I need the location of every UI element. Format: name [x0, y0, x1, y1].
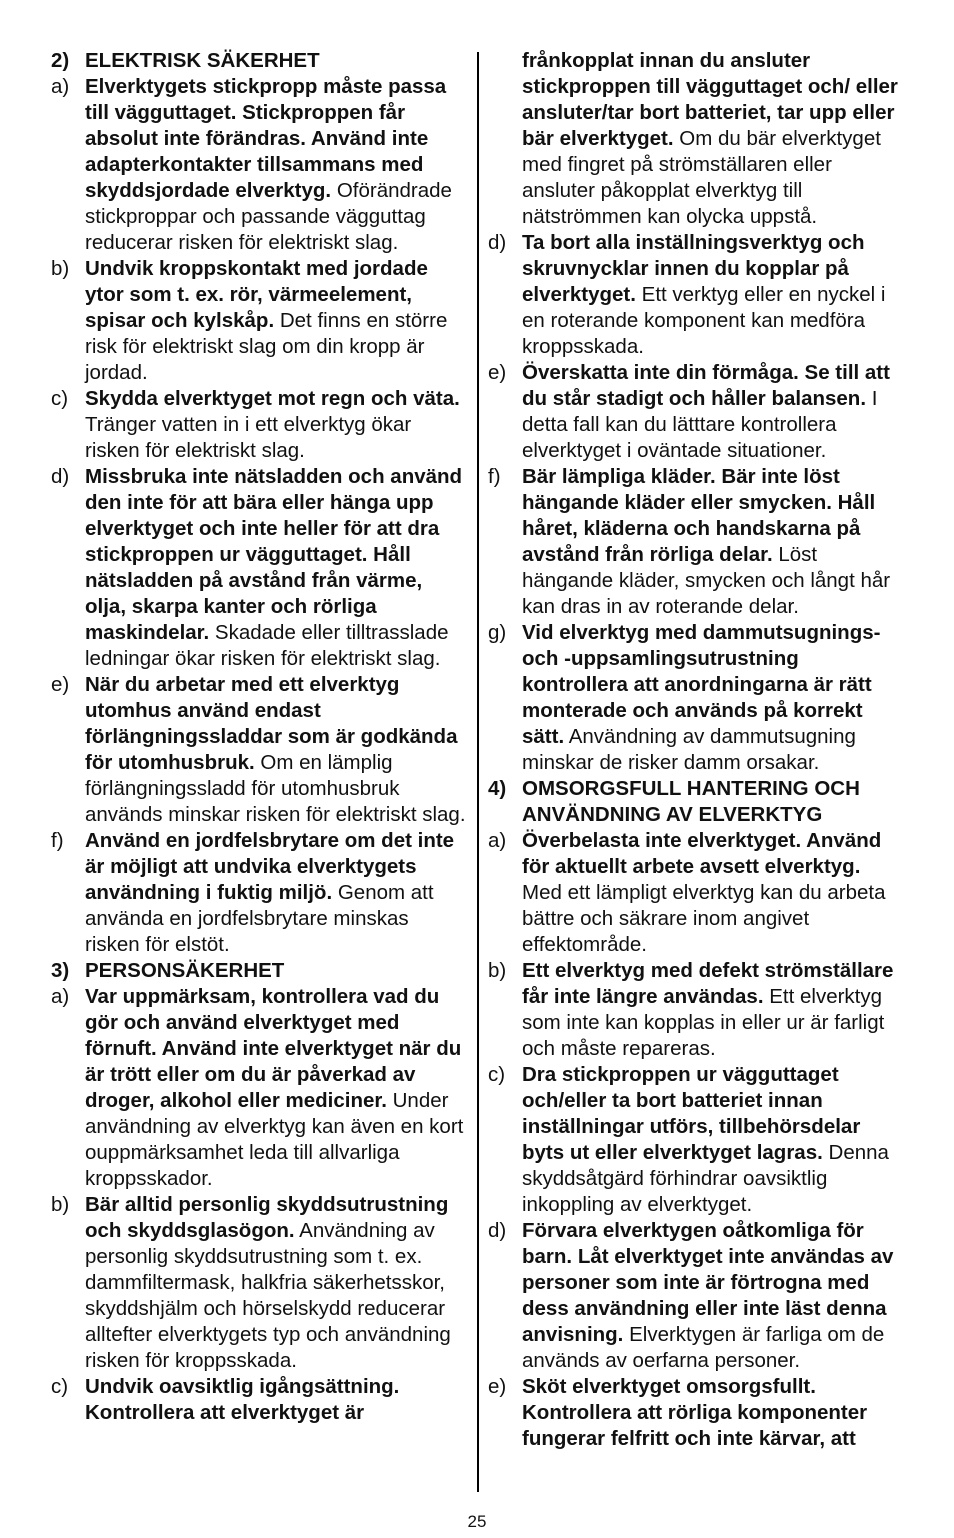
item-bold-text: frånkopplat innan du ansluter stickproppen till vägguttaget och/ eller ansluter/tar bort batteriet, tar upp eller bär elverktyget.	[522, 49, 898, 150]
item-normal-text: Elverktygen är farliga om de används av oerfarna personer.	[522, 1323, 885, 1372]
item-text	[522, 360, 902, 464]
item-marker: b)	[488, 959, 507, 982]
left-column	[51, 48, 467, 1426]
item-text	[522, 1062, 902, 1218]
item-marker: c)	[488, 1063, 506, 1086]
item-bold-text: PERSONSÄKERHET	[85, 959, 285, 982]
section-heading	[51, 958, 467, 984]
item-marker: e)	[488, 361, 507, 384]
item-text	[522, 464, 902, 620]
item-bold-text: Överbelasta inte elverktyget. Använd för aktuellt arbete avsett elverktyg.	[522, 829, 882, 878]
safety-item	[488, 1062, 902, 1218]
item-normal-text: Denna skyddsåtgärd förhindrar oavsiktlig inkoppling av elverktyget.	[522, 1141, 889, 1216]
item-bold-text: Dra stickproppen ur vägguttaget och/eller ta bort batteriet innan inställningar utförs, tillbehörsdelar byts ut eller elverktyget lagras.	[522, 1063, 861, 1164]
item-normal-text: Under användning av elverktyg kan även en kort ouppmärksamhet leda till allvarliga kroppsskador.	[85, 1089, 464, 1190]
item-marker: 3)	[51, 959, 70, 982]
safety-item	[488, 1374, 902, 1452]
item-text	[85, 48, 467, 74]
section-heading	[51, 48, 467, 74]
item-bold-text: Skydda elverktyget mot regn och väta.	[85, 387, 460, 410]
item-bold-text: Använd en jordfelsbrytare om det inte är möjligt att undvika elverktygets användning i fuktig miljö.	[85, 829, 455, 904]
item-marker: d)	[488, 231, 507, 254]
item-text	[522, 958, 902, 1062]
item-text	[522, 620, 902, 776]
item-bold-text: Bär lämpliga kläder. Bär inte löst hängande kläder eller smycken. Håll håret, kläderna och handskarna på avstånd från rörliga delar.	[522, 465, 876, 566]
item-marker: f)	[488, 465, 501, 488]
item-normal-text: Genom att använda en jordfelsbrytare minskas risken för elstöt.	[85, 881, 434, 956]
column-divider	[477, 52, 479, 1492]
item-text	[522, 828, 902, 958]
safety-item	[488, 620, 902, 776]
item-marker: c)	[51, 1375, 69, 1398]
item-marker: a)	[488, 829, 507, 852]
item-bold-text: Ett elverktyg med defekt strömställare får inte längre användas.	[522, 959, 894, 1008]
item-text	[522, 776, 902, 828]
item-marker: e)	[51, 673, 70, 696]
item-normal-text: Om en lämplig förlängningssladd för utomhusbruk används minskar risken för elektriskt slag.	[85, 751, 466, 826]
item-bold-text: Missbruka inte nätsladden och använd den inte för att bära eller hänga upp elverktyget och inte heller för att dra stickproppen ur vägguttaget. Håll nätsladden på avstånd från värme, olja, skarpa kanter och rörliga maskindelar.	[85, 465, 463, 644]
item-text	[85, 74, 467, 256]
item-marker: a)	[51, 985, 70, 1008]
safety-item	[488, 230, 902, 360]
safety-item	[51, 74, 467, 256]
right-column	[488, 48, 902, 1452]
item-text	[522, 230, 902, 360]
safety-item	[488, 464, 902, 620]
item-bold-text: Undvik oavsiktlig igångsättning. Kontrollera att elverktyget är	[85, 1375, 400, 1424]
item-marker: 2)	[51, 49, 70, 72]
item-marker: a)	[51, 75, 70, 98]
item-normal-text: Löst hängande kläder, smycken och långt hår kan dras in av roterande delar.	[522, 543, 891, 618]
item-bold-text: Sköt elverktyget omsorgsfullt. Kontrollera att rörliga komponenter fungerar felfritt och inte kärvar, att	[522, 1375, 868, 1450]
safety-item	[488, 828, 902, 958]
safety-item	[488, 360, 902, 464]
safety-item	[488, 958, 902, 1062]
item-text	[85, 256, 467, 386]
item-text	[85, 958, 467, 984]
item-bold-text: OMSORGSFULL HANTERING OCH ANVÄNDNING AV ELVERKTYG	[522, 777, 860, 826]
item-marker: c)	[51, 387, 69, 410]
item-text	[85, 1192, 467, 1374]
item-normal-text: I detta fall kan du lätttare kontrollera elverktyget i oväntade situationer.	[522, 387, 878, 462]
item-bold-text: Elverktygets stickpropp måste passa till vägguttaget. Stickproppen får absolut inte förändras. Använd inte adapterkontakter tillsammans med skyddsjordade elverktyg.	[85, 75, 447, 202]
section-heading	[488, 776, 902, 828]
item-marker	[488, 48, 522, 230]
item-normal-text: Om du bär elverktyget med fingret på strömställaren eller ansluter påkopplat elverktyg till nätströmmen kan olycka uppstå.	[522, 127, 881, 228]
item-marker: g)	[488, 621, 507, 644]
item-marker: d)	[51, 465, 70, 488]
item-normal-text: Användning av dammutsugning minskar de risker damm orsakar.	[522, 725, 856, 774]
item-bold-text: När du arbetar med ett elverktyg utomhus använd endast förlängningssladdar som är godkända för utomhusbruk.	[85, 673, 458, 774]
safety-item	[51, 464, 467, 672]
item-text	[522, 48, 902, 230]
item-text	[85, 984, 467, 1192]
item-marker: b)	[51, 257, 70, 280]
item-normal-text: Oförändrade stickproppar och passande vägguttag reducerar risken för elektriskt slag.	[85, 179, 452, 254]
item-text	[522, 1374, 902, 1452]
item-normal-text: Ett elverktyg som inte kan kopplas in eller ur är farligt och måste repareras.	[522, 985, 885, 1060]
item-normal-text: Med ett lämpligt elverktyg kan du arbeta bättre och säkrare inom angivet effektområde.	[522, 881, 886, 956]
item-text	[522, 1218, 902, 1374]
safety-item	[51, 1192, 467, 1374]
item-bold-text: Ta bort alla inställningsverktyg och skruvnycklar innen du kopplar på elverktyget.	[522, 231, 865, 306]
safety-item	[488, 1218, 902, 1374]
item-marker: f)	[51, 829, 64, 852]
safety-item	[51, 1374, 467, 1426]
item-text	[85, 464, 467, 672]
item-normal-text: Det finns en större risk för elektriskt slag om din kropp är jordad.	[85, 309, 448, 384]
item-text	[85, 386, 467, 464]
item-bold-text: Vid elverktyg med dammutsugnings- och -uppsamlingsutrustning kontrollera att anordningarna är rätt monterade och används på korrekt sätt.	[522, 621, 881, 748]
item-bold-text: Var uppmärksam, kontrollera vad du gör och använd elverktyget med förnuft. Använd inte elverktyget när du är trött eller om du är påverkad av droger, alkohol eller mediciner.	[85, 985, 462, 1112]
item-bold-text: Undvik kroppskontakt med jordade ytor som t. ex. rör, värmeelement, spisar och kylskåp.	[85, 257, 428, 332]
safety-item	[51, 672, 467, 828]
safety-item	[488, 48, 902, 230]
item-bold-text: Förvara elverktygen oåtkomliga för barn. Låt elverktyget inte användas av personer som inte är förtrogna med dess användning eller inte läst denna anvisning.	[522, 1219, 894, 1346]
item-bold-text: Bär alltid personlig skyddsutrustning och skyddsglasögon.	[85, 1193, 449, 1242]
safety-item	[51, 386, 467, 464]
item-text	[85, 672, 467, 828]
safety-item	[51, 256, 467, 386]
safety-item	[51, 828, 467, 958]
item-bold-text: ELEKTRISK SÄKERHET	[85, 49, 320, 72]
safety-item	[51, 984, 467, 1192]
item-marker: e)	[488, 1375, 507, 1398]
item-normal-text: Ett verktyg eller en nyckel i en roterande komponent kan medföra kroppsskada.	[522, 283, 886, 358]
item-normal-text: Tränger vatten in i ett elverktyg ökar risken för elektriskt slag.	[85, 413, 412, 462]
item-normal-text: Skadade eller tilltrasslade ledningar ökar risken för elektriskt slag.	[85, 621, 449, 670]
item-text	[85, 828, 467, 958]
item-normal-text: Användning av personlig skyddsutrustning som t. ex. dammfiltermask, halkfria säkerhetsskor, skyddshjälm och hörselskydd reducerar alltefter elverktygets typ och användning risken för kroppsskada.	[85, 1219, 451, 1372]
item-text	[85, 1374, 467, 1426]
item-bold-text: Överskatta inte din förmåga. Se till att du står stadigt och håller balansen.	[522, 361, 890, 410]
page-number: 25	[467, 1512, 487, 1531]
item-marker: 4)	[488, 777, 507, 800]
item-marker: d)	[488, 1219, 507, 1242]
item-marker: b)	[51, 1193, 70, 1216]
